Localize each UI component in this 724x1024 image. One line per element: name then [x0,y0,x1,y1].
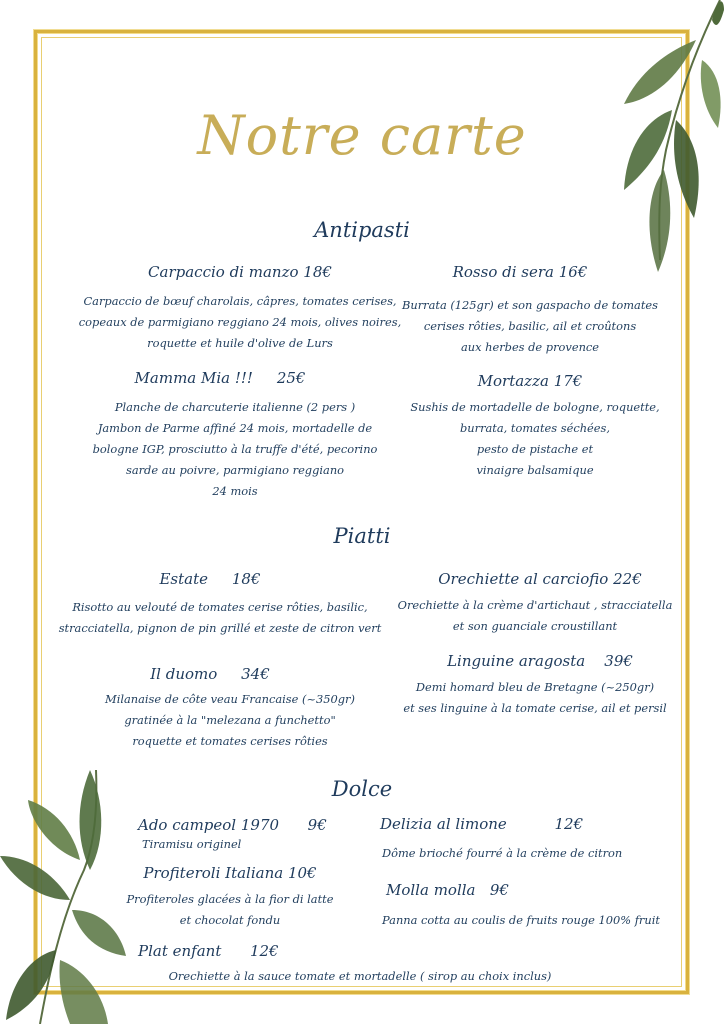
description-line: Orechiette à la crème d'artichaut , stracciatella [397,598,673,612]
dish-description-profiteroli [100,889,360,931]
dish-price: 25€ [276,369,306,387]
description-line: stracciatella, pignon de pin grillé et zeste de citron vert [58,621,382,635]
dish-title-linguine-aragosta [420,652,660,670]
dish-title-orechiette-carciofio [400,570,680,588]
dish-name: Plat enfant [138,942,222,960]
description-line: Milanaise de côte veau Francaise (~350gr) [105,692,355,706]
dish-price: 12€ [249,942,279,960]
description-line: burrata, tomates séchées, [460,421,610,435]
description-line: sarde au poivre, parmigiano reggiano [125,463,345,477]
dish-title-delizia-limone [380,815,600,833]
dish-description-ado-campeol [142,834,342,855]
description-line: Sushis de mortadelle de bologne, roquette, [410,400,660,414]
dish-description-molla-molla [382,910,682,931]
description-line: copeaux de parmigiano reggiano 24 mois, olives noires, [78,315,402,329]
description-line: Carpaccio de bœuf charolais, câpres, tomates cerises, [83,294,397,308]
description-line: 24 mois [212,484,258,498]
dish-price: 9€ [307,816,327,834]
dish-description-linguine-aragosta [385,677,685,719]
description-line: Dôme brioché fourré à la crème de citron [382,846,623,860]
section-heading-antipasti: Antipasti [314,218,410,242]
dish-title-molla-molla [386,881,586,899]
dish-price: 12€ [554,815,584,833]
dish-title-estate [110,570,310,588]
dish-description-plat-enfant [100,966,620,987]
description-line: Planche de charcuterie italienne (2 pers ) [114,400,356,414]
dish-name: Carpaccio di manzo [148,263,299,281]
dish-name: Molla molla [386,881,476,899]
description-line: et chocolat fondu [179,913,281,927]
dish-name: Orechiette al carciofio [438,570,609,588]
dish-title-il-duomo [110,665,310,683]
dish-description-delizia-limone [382,843,662,864]
dish-price: 17€ [553,372,583,390]
description-line: et ses linguine à la tomate cerise, ail et persil [403,701,667,715]
description-line: Burrata (125gr) et son gaspacho de tomates [401,298,658,312]
dish-description-carpaccio [50,291,430,354]
description-line: vinaigre balsamique [476,463,594,477]
dish-name: Linguine aragosta [447,652,586,670]
description-line: Profiteroles glacées à la fior di latte [126,892,334,906]
dish-price: 18€ [231,570,261,588]
description-line: cerises rôties, basilic, ail et croûtons [423,319,637,333]
dish-title-plat-enfant [138,942,338,960]
dish-description-il-duomo [80,689,380,752]
dish-name: Delizia al limone [380,815,507,833]
dish-name: Estate [159,570,209,588]
dish-description-orechiette-carciofio [385,595,685,637]
page-title: Notre carte [197,104,527,167]
dish-price: 10€ [287,864,317,882]
description-line: Jambon de Parme affiné 24 mois, mortadelle de [97,421,373,435]
dish-price: 34€ [241,665,270,683]
dish-name: Mamma Mia !!! [134,369,253,387]
dish-name: Mortazza [477,372,549,390]
dish-title-rosso-di-sera [410,263,630,281]
description-line: Tiramisu originel [142,837,242,851]
description-line: bologne IGP, prosciutto à la truffe d'été, pecorino [92,442,378,456]
dish-name: Il duomo [150,665,218,683]
description-line: gratinée à la "melezana a funchetto" [124,713,336,727]
dish-price: 16€ [558,263,588,281]
description-line: Orechiette à la sauce tomate et mortadelle ( sirop au choix inclus) [168,969,552,983]
dish-name: Profiteroli Italiana [143,864,284,882]
description-line: roquette et tomates cerises rôties [132,734,328,748]
dish-title-profiteroli [110,864,350,882]
description-line: et son guanciale croustillant [452,619,618,633]
dish-description-estate [40,597,400,639]
description-line: aux herbes de provence [460,340,600,354]
description-line: Panna cotta au coulis de fruits rouge 100% fruit [382,913,660,927]
description-line: roquette et huile d'olive de Lurs [147,336,333,350]
dish-title-mortazza [420,372,640,390]
dish-description-mamma-mia [55,397,415,502]
dish-name: Ado campeol 1970 [138,816,280,834]
dish-description-mortazza [385,397,685,481]
dish-description-rosso-di-sera [385,295,675,358]
dish-price: 18€ [303,263,332,281]
description-line: Demi homard bleu de Bretagne (~250gr) [415,680,655,694]
section-heading-dolce: Dolce [331,777,393,801]
dish-title-ado-campeol [138,816,338,834]
description-line: Risotto au velouté de tomates cerise rôties, basilic, [72,600,368,614]
description-line: pesto de pistache et [476,442,594,456]
dish-title-carpaccio [115,263,365,281]
dish-name: Rosso di sera [452,263,554,281]
dish-price: 9€ [489,881,509,899]
dish-title-mamma-mia [110,369,330,387]
dish-price: 22€ [613,570,642,588]
dish-price: 39€ [604,652,633,670]
section-heading-piatti: Piatti [333,524,391,548]
